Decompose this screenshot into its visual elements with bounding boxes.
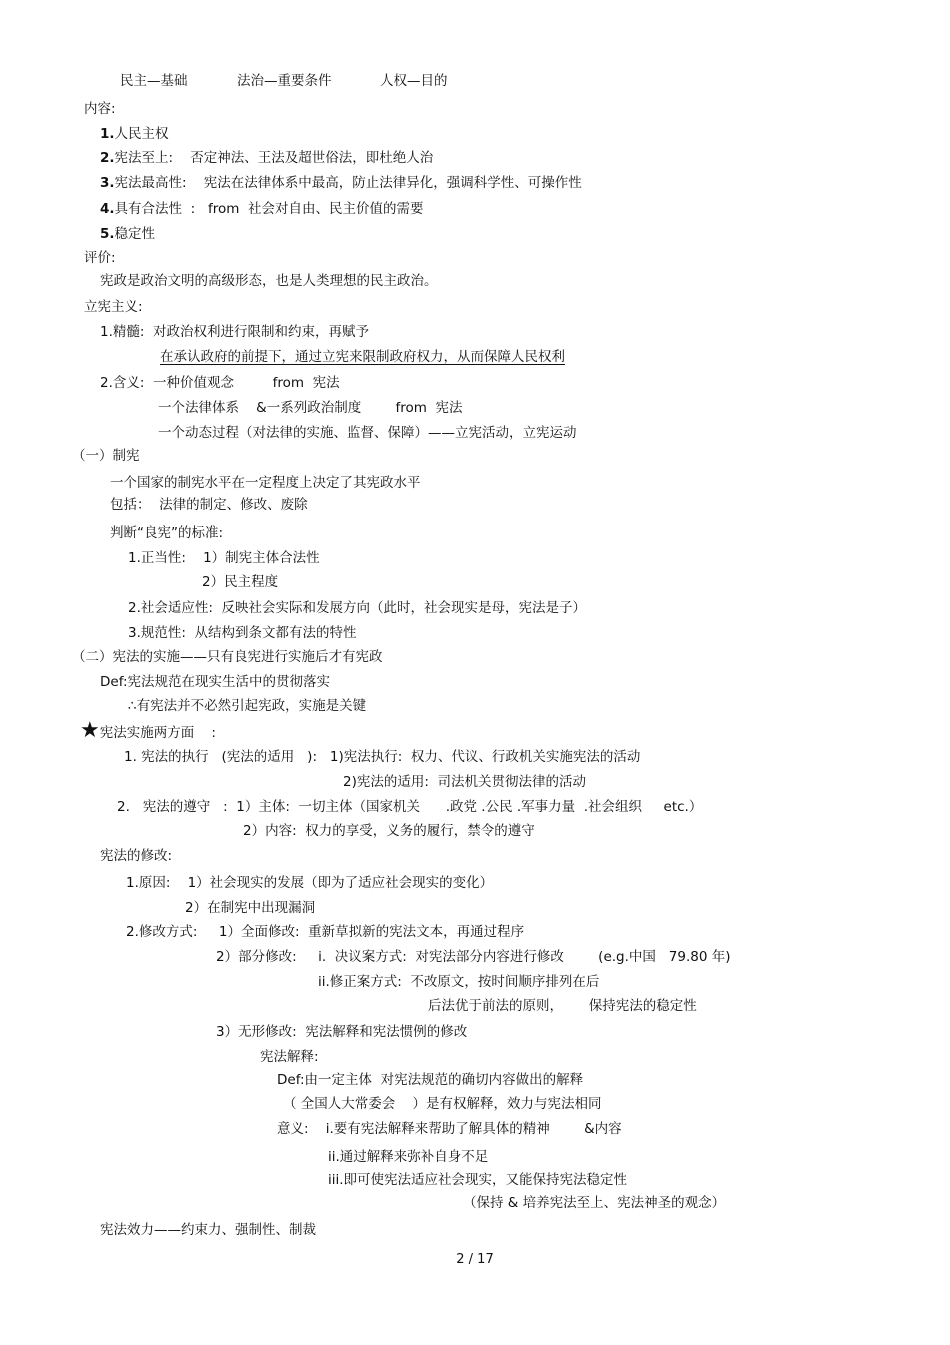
header-democracy: 民主—基础 <box>120 73 188 89</box>
amendment-line: 1.原因: 1）社会现实的发展（即为了适应社会现实的变化） <box>126 875 494 891</box>
section-1-title: （一）制宪 <box>72 448 140 464</box>
section-1-line: 判断“良宪”的标准: <box>110 525 224 541</box>
content-item-4 <box>100 200 424 218</box>
item-text: 宪法至上: 否定神法、王法及超世俗法，即杜绝人治 <box>114 150 434 166</box>
section-1-line: 2.社会适应性: 反映社会实际和发展方向（此时，社会现实是母，宪法是子） <box>128 600 587 616</box>
item-number: 1. <box>100 126 115 142</box>
header-rule-of-law: 法治—重要条件 <box>237 73 332 89</box>
section-2-star-heading <box>80 720 216 742</box>
content-item-2 <box>100 149 433 167</box>
amendment-line: 意义: i.要有宪法解释来帮助了解具体的精神 &内容 <box>277 1121 622 1137</box>
essence-line: 1.精髓: 对政治权利进行限制和约束，再赋予 <box>100 324 370 340</box>
item-number: 5. <box>100 226 115 242</box>
amendment-line: 3）无形修改: 宪法解释和宪法惯例的修改 <box>216 1024 468 1040</box>
amendment-line: iii.即可使宪法适应社会现实，又能保持宪法稳定性 <box>328 1172 628 1188</box>
item-number: 3. <box>100 175 115 191</box>
amendment-title: 宪法的修改: <box>100 848 173 864</box>
section-1-line: 1.正当性: 1）制宪主体合法性 <box>128 550 320 566</box>
star-icon: ★ <box>80 718 100 743</box>
star-heading-text: 宪法实施两方面 : <box>99 725 216 741</box>
amendment-line: 2）在制宪中出现漏洞 <box>185 900 316 916</box>
amendment-line: 后法优于前法的原则， 保持宪法的稳定性 <box>428 998 697 1014</box>
section-2-title: （二）宪法的实施——只有良宪进行实施后才有宪政 <box>72 649 383 665</box>
item-text: 具有合法性 : from 社会对自由、民主价值的需要 <box>114 201 424 217</box>
amendment-line: ii.通过解释来弥补自身不足 <box>328 1149 489 1165</box>
meaning-line-2: 一个法律体系 &一系列政治制度 from 宪法 <box>158 400 463 416</box>
effect-line: 宪法效力——约束力、强制性、制裁 <box>100 1222 316 1238</box>
item-number: 4. <box>100 201 115 217</box>
page-number: 2 / 17 <box>456 1252 494 1267</box>
content-item-3 <box>100 174 582 192</box>
amendment-line: 宪法解释: <box>260 1049 319 1065</box>
item-text: 稳定性 <box>114 226 156 242</box>
section-1-line: 包括： 法律的制定、修改、废除 <box>110 497 308 513</box>
content-label: 内容: <box>84 101 116 117</box>
essence-detail-underlined: 在承认政府的前提下，通过立宪来限制政府权力，从而保障人民权利 <box>160 349 565 365</box>
content-item-1 <box>100 125 169 143</box>
amendment-line: （保持 & 培养宪法至上、宪法神圣的观念） <box>463 1195 726 1211</box>
section-2-exec-1: 1. 宪法的执行 (宪法的适用 ): 1)宪法执行: 权力、代议、行政机关实施宪法的活动 <box>124 749 641 765</box>
evaluation-label: 评价: <box>84 250 116 266</box>
item-number: 2. <box>100 150 115 166</box>
item-text: 人民主权 <box>114 126 169 142</box>
content-item-5 <box>100 225 155 243</box>
amendment-line: 2）部分修改: i. 决议案方式: 对宪法部分内容进行修改 (e.g.中国 79.80 年) <box>216 949 731 965</box>
section-2-exec-2: 2)宪法的适用: 司法机关贯彻法律的活动 <box>343 774 586 790</box>
section-2-def: Def:宪法规范在现实生活中的贯彻落实 <box>100 674 331 690</box>
section-1-line: 3.规范性: 从结构到条文都有法的特性 <box>128 625 357 641</box>
meaning-line-1: 2.含义: 一种价值观念 from 宪法 <box>100 375 340 391</box>
item-text: 宪法最高性: 宪法在法律体系中最高，防止法律异化，强调科学性、可操作性 <box>114 175 582 191</box>
section-1-line: 2）民主程度 <box>202 574 279 590</box>
constitutionalism-label: 立宪主义: <box>84 299 143 315</box>
evaluation-text: 宪政是政治文明的高级形态，也是人类理想的民主政治。 <box>100 273 438 289</box>
section-2-therefore: ∴有宪法并不必然引起宪政，实施是关键 <box>128 698 367 714</box>
section-1-line: 一个国家的制宪水平在一定程度上决定了其宪政水平 <box>110 475 421 491</box>
amendment-line: 2.修改方式: 1）全面修改: 重新草拟新的宪法文本，再通过程序 <box>126 924 525 940</box>
amendment-line: Def:由一定主体 对宪法规范的确切内容做出的解释 <box>277 1072 584 1088</box>
amendment-line: （ 全国人大常委会 ）是有权解释，效力与宪法相同 <box>283 1096 602 1112</box>
meaning-line-3: 一个动态过程（对法律的实施、监督、保障）——立宪活动，立宪运动 <box>158 425 577 441</box>
section-2-obey-2: 2）内容: 权力的享受，义务的履行，禁令的遵守 <box>243 823 535 839</box>
section-2-obey-1: 2. 宪法的遵守 : 1）主体: 一切主体（国家机关 .政党 .公民 .军事力量 .社会组织 etc.） <box>117 799 703 815</box>
header-human-rights: 人权—目的 <box>380 73 448 89</box>
amendment-line: ii.修正案方式: 不改原文，按时间顺序排列在后 <box>318 974 600 990</box>
